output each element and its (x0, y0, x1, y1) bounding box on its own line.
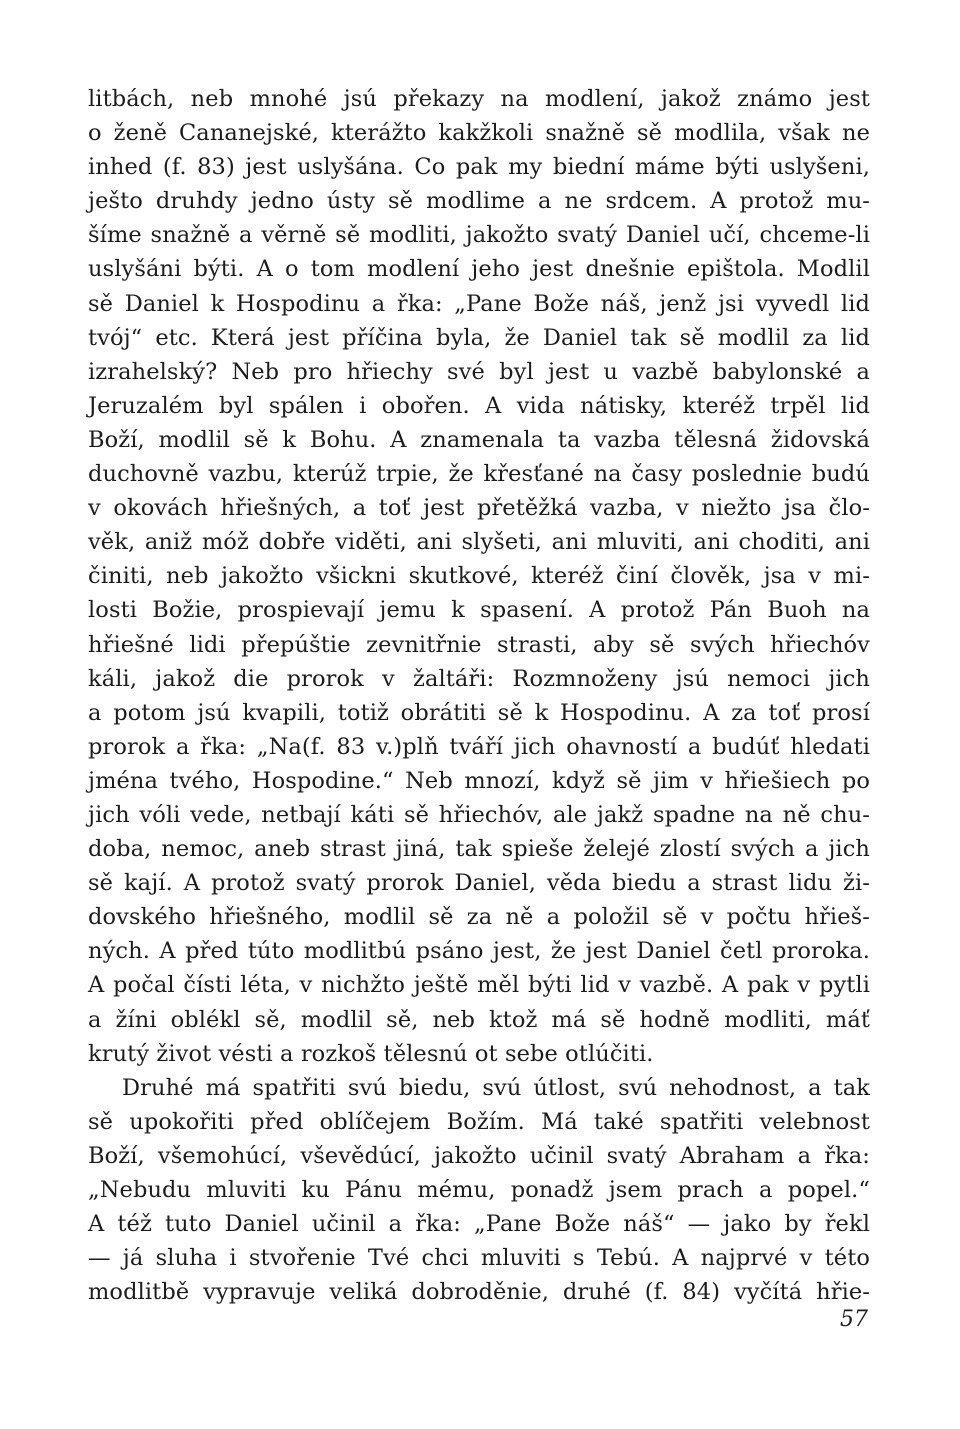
text-line: inhed (f. 83) jest uslyšána. Co pak my biední máme býti uslyšeni, (88, 154, 870, 181)
text-line: hřiešné lidi přepúštie zevnitřnie strasti, aby sě svých hřiechóv (88, 631, 870, 658)
text-line: a potom jsú kvapili, totiž obrátiti sě k Hospodinu. A za toť prosí (88, 699, 870, 726)
text-line: A též tuto Daniel učinil a řka: „Pane Bože náš“ — jako by řekl (88, 1211, 870, 1238)
text-line: A počal čísti léta, v nichžto ještě měl býti lid v vazbě. A pak v pytli (88, 972, 870, 999)
text-line: jména tvého, Hospodine.“ Neb mnozí, když sě jim v hřiešiech po (88, 767, 870, 794)
text-line: o ženě Cananejské, kterážto kakžkoli snažně sě modlila, však ne (88, 120, 870, 147)
text-line: šíme snažně a věrně sě modliti, jakožto svatý Daniel učí, chceme-li (88, 222, 870, 249)
text-line: Boží, modlil sě k Bohu. A znamenala ta vazba tělesná židovská (88, 426, 870, 453)
text-line: sě upokořiti před oblíčejem Božím. Má také spatřiti velebnost (88, 1108, 870, 1135)
text-line: — já sluha i stvořenie Tvé chci mluviti s Tebú. A najprvé v této (88, 1245, 870, 1272)
text-line: dovského hřiešného, modlil sě za ně a položil sě v počtu hřieš- (88, 904, 870, 931)
text-line: litbách, neb mnohé jsú překazy na modlení, jakož známo jest (88, 86, 870, 112)
text-line: Boží, všemohúcí, vševědúcí, jakožto učinil svatý Abraham a řka: (88, 1142, 870, 1169)
text-line: Jeruzalém byl spálen i obořen. A vida nátisky, kteréž trpěl lid (88, 392, 870, 419)
text-line: jich vóli vede, netbají káti sě hřiechóv, ale jakž spadne na ně chu- (88, 801, 870, 828)
text-line: duchovně vazbu, kterúž trpie, že křesťané na časy poslednie budú (88, 461, 870, 488)
text-line: izrahelský? Neb pro hřiechy své byl jest u vazbě babylonské a (88, 358, 870, 385)
text-line: prorok a řka: „Na(f. 83 v.)plň tváří jich ohavností a budúť hledati (88, 733, 870, 760)
text-line: činiti, neb jakožto všickni skutkové, kteréž činí člověk, jsa v mi- (88, 563, 870, 590)
text-line: v okovách hřiešných, a toť jest přetěžká vazba, v niežto jsa člo- (88, 495, 870, 522)
text-line: doba, nemoc, aneb strast jiná, tak spieše želejé zlostí svých a jich (88, 836, 870, 863)
paragraph-1 (88, 82, 870, 1071)
text-line: modlitbě vypravuje veliká dobroděnie, druhé (f. 84) vyčítá hřie- (88, 1279, 870, 1306)
text-line: ješto druhdy jedno ústy sě modlime a ne srdcem. A protož mu- (88, 188, 870, 215)
text-line: losti Božie, prospievají jemu k spasení. A protož Pán Buoh na (88, 597, 870, 624)
body-text (88, 82, 870, 1309)
text-line: „Nebudu mluviti ku Pánu mému, ponadž jsem prach a popel.“ (88, 1177, 870, 1203)
paragraph-2 (88, 1071, 870, 1310)
text-line: a žíni oblékl sě, modlil sě, neb ktož má sě hodně modliti, máť (88, 1006, 870, 1033)
text-line: ných. A před túto modlitbú psáno jest, že jest Daniel četl proroka. (88, 938, 870, 965)
text-line: Druhé má spatřiti svú biedu, svú útlost, svú nehodnost, a tak (122, 1074, 870, 1101)
text-line: sě kají. A protož svatý prorok Daniel, věda biedu a strast lidu ži- (88, 870, 870, 897)
text-line: věk, aniž móž dobře viděti, ani slyšeti, ani mluviti, ani choditi, ani (88, 529, 870, 556)
text-line: uslyšáni býti. A o tom modlení jeho jest dnešnie epištola. Modlil (88, 256, 870, 283)
text-line: tvój“ etc. Která jest příčina byla, že Daniel tak sě modlil za lid (88, 324, 870, 351)
text-line: sě Daniel k Hospodinu a řka: „Pane Bože náš, jenž jsi vyvedl lid (88, 290, 870, 317)
page-number: 57 (840, 1307, 868, 1332)
text-line: krutý život vésti a rozkoš tělesnú ot sebe otlúčiti. (88, 1040, 654, 1067)
text-line: káli, jakož die prorok v žaltáři: Rozmnoženy jsú nemoci jich (88, 665, 870, 692)
